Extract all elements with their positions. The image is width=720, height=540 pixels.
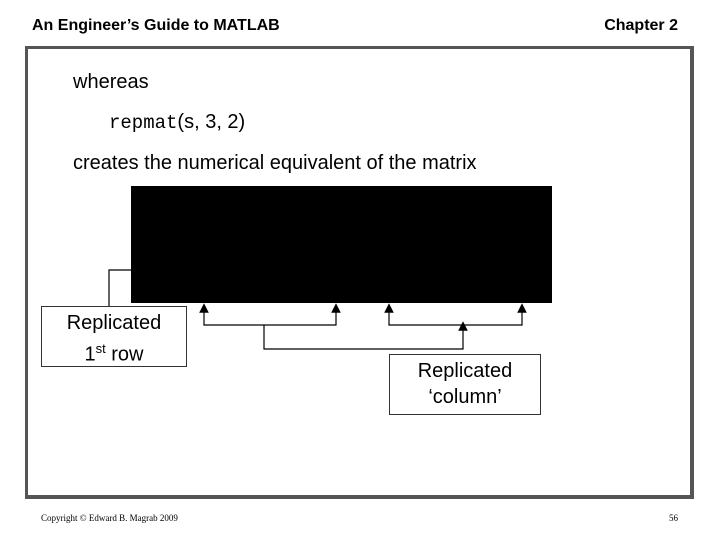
row-connector-line <box>109 270 131 306</box>
replicated-column-callout <box>389 354 541 415</box>
row-callout-line1: Replicated <box>66 312 162 334</box>
description-text: creates the numerical equivalent of the matrix <box>73 152 477 174</box>
code-function-name: repmat <box>109 112 178 134</box>
document-title: An Engineer’s Guide to MATLAB <box>32 17 280 34</box>
column-callout-line1: Replicated <box>417 360 513 382</box>
column-bracket-join <box>264 325 463 349</box>
copyright-footer: Copyright © Edward B. Magrab 2009 <box>41 513 178 523</box>
chapter-label: Chapter 2 <box>604 17 678 34</box>
replicated-row-callout <box>41 306 187 367</box>
code-arguments: (s, 3, 2) <box>177 111 246 133</box>
page-number: 56 <box>669 513 678 523</box>
column-bracket-line <box>204 322 336 325</box>
row-callout-line2: 1st row <box>84 341 144 366</box>
column-callout-line2: ‘column’ <box>428 386 502 408</box>
column-bracket-line-right <box>389 322 522 325</box>
intro-text: whereas <box>73 71 149 93</box>
